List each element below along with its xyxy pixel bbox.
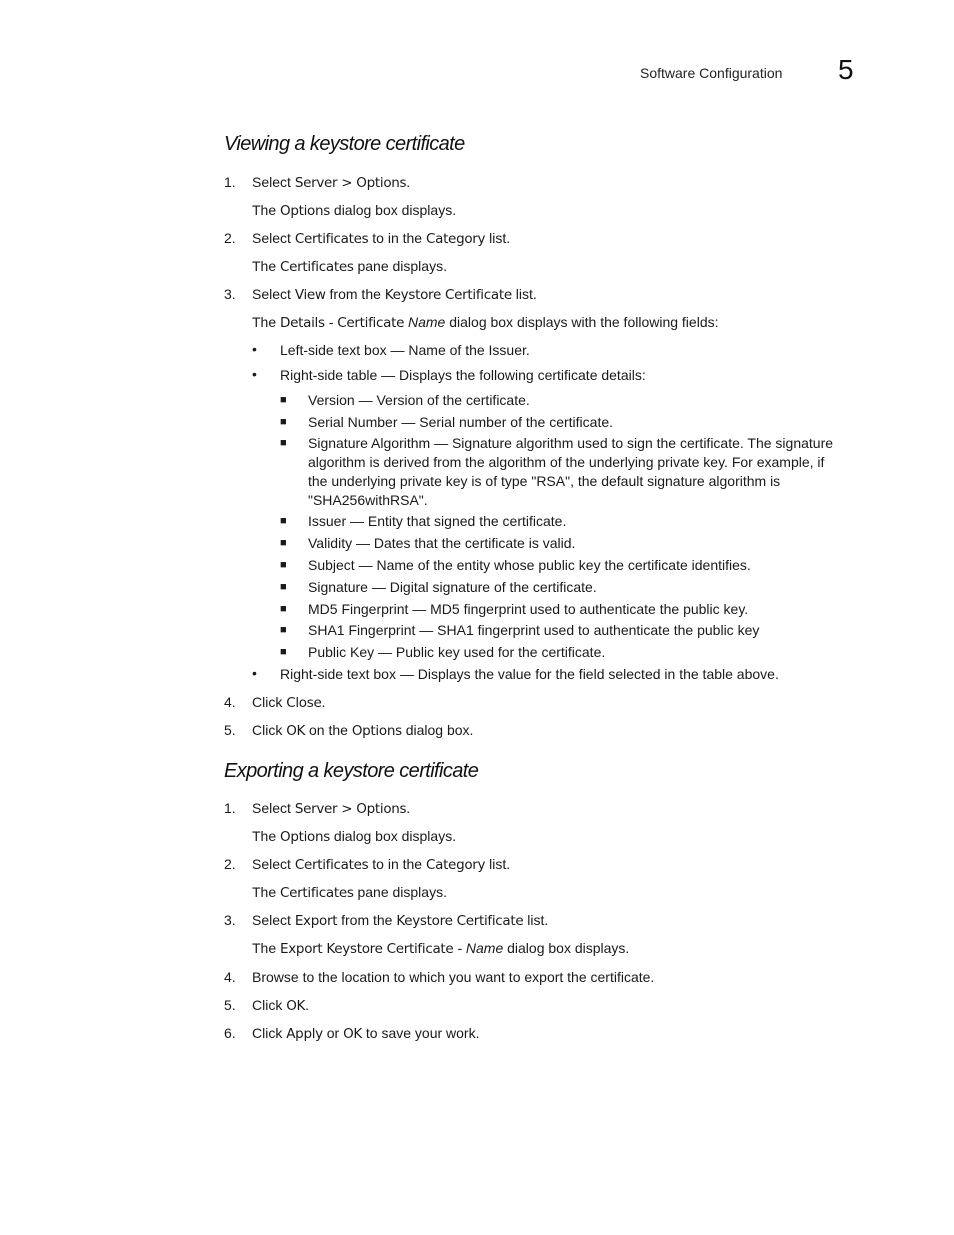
sub-item-text: Issuer — Entity that signed the certificate.	[308, 513, 567, 529]
sub-item-line: the underlying private key is of type "RSA", the default signature algorithm is	[308, 473, 781, 489]
square-bullet-icon: ■	[280, 537, 287, 549]
step-number: 6.	[224, 1025, 236, 1041]
ui-term: Server > Options	[294, 801, 407, 817]
italic-term: - Name	[453, 940, 504, 956]
para-text: pane displays.	[353, 258, 447, 274]
ui-term: View	[294, 287, 326, 303]
ui-term: Server > Options	[294, 175, 407, 191]
step-text: .	[406, 800, 411, 816]
section-heading-viewing: Viewing a keystore certificate	[224, 133, 465, 155]
square-bullet-icon: ■	[280, 624, 287, 636]
para-text: The	[252, 314, 281, 330]
step-number: 5.	[224, 722, 236, 738]
view-step-2-result	[252, 257, 447, 277]
para-text: The	[252, 828, 281, 844]
sub-item-text: MD5 Fingerprint — MD5 fingerprint used to authenticate the public key.	[308, 601, 749, 617]
step-text: to save your work.	[361, 1025, 480, 1041]
bullet-icon: •	[252, 665, 257, 681]
square-bullet-icon: ■	[280, 603, 287, 615]
export-step-1-result	[252, 827, 456, 847]
sub-item-text: SHA1 Fingerprint — SHA1 fingerprint used to authenticate the public key	[308, 622, 760, 638]
export-step-3-result	[252, 939, 629, 959]
ui-term: OK	[286, 998, 306, 1014]
step-text: Click	[252, 722, 287, 738]
para-text: dialog box displays.	[330, 828, 457, 844]
step-text: Click	[252, 997, 287, 1013]
italic-term: Name	[404, 314, 446, 330]
ui-term: Apply	[286, 1026, 323, 1042]
bullet-icon: •	[252, 366, 257, 382]
step-text: from the	[325, 286, 385, 302]
square-bullet-icon: ■	[280, 416, 287, 428]
para-text: The	[252, 202, 281, 218]
ui-term: Certificates	[280, 259, 354, 275]
step-text: Click	[252, 1025, 287, 1041]
step-text: from the	[337, 912, 397, 928]
step-text: or	[322, 1025, 344, 1041]
sub-item-text: Signature — Digital signature of the certificate.	[308, 579, 597, 595]
step-text: Select	[252, 230, 295, 246]
sub-item-line: "SHA256withRSA".	[308, 492, 428, 508]
sub-item-text: Version — Version of the certificate.	[308, 392, 530, 408]
sub-item-text: Serial Number — Serial number of the certificate.	[308, 414, 614, 430]
square-bullet-icon: ■	[280, 394, 287, 406]
step-number: 3.	[224, 912, 236, 928]
step-number: 5.	[224, 997, 236, 1013]
para-text: The	[252, 258, 281, 274]
para-text: The	[252, 884, 281, 900]
step-number: 3.	[224, 286, 236, 302]
ui-term: Certificates	[294, 857, 369, 873]
para-text: dialog box displays with the following fields:	[445, 314, 719, 330]
step-number: 1.	[224, 800, 236, 816]
step-text: .	[406, 174, 411, 190]
step-text: Select	[252, 856, 295, 872]
sub-item-text	[308, 434, 864, 510]
step-number: 4.	[224, 969, 236, 985]
ui-term: Certificates	[280, 885, 354, 901]
ui-term: Category	[425, 231, 486, 247]
export-step-2-result	[252, 883, 447, 903]
bullet-text: Left-side text box — Name of the Issuer.	[280, 342, 530, 358]
step-number: 2.	[224, 856, 236, 872]
para-text: dialog box displays.	[503, 940, 630, 956]
square-bullet-icon: ■	[280, 437, 287, 449]
ui-term: Options	[280, 203, 331, 219]
step-text: on the	[305, 722, 352, 738]
sub-item-text: Subject — Name of the entity whose public key the certificate identifies.	[308, 557, 751, 573]
view-step-3-result	[252, 313, 719, 333]
sub-item-line: Signature Algorithm — Signature algorithm used to sign the certificate. The signature	[308, 435, 834, 451]
bullet-text: Right-side table — Displays the following certificate details:	[280, 367, 646, 383]
ui-term: Details - Certificate	[280, 315, 405, 331]
ui-term: OK	[286, 723, 306, 739]
para-text: The	[252, 940, 281, 956]
para-text: pane displays.	[353, 884, 447, 900]
step-text: to in the	[368, 230, 426, 246]
section-heading-exporting: Exporting a keystore certificate	[224, 760, 479, 782]
square-bullet-icon: ■	[280, 646, 287, 658]
step-number: 2.	[224, 230, 236, 246]
step-text: list.	[485, 230, 511, 246]
sub-item-text: Public Key — Public key used for the certificate.	[308, 644, 606, 660]
step-text: list.	[511, 286, 537, 302]
ui-term: Options	[280, 829, 331, 845]
step-text: Select	[252, 286, 295, 302]
step-text: list.	[485, 856, 511, 872]
ui-term: Certificates	[294, 231, 369, 247]
bullet-text: Right-side text box — Displays the value for the field selected in the table above.	[280, 666, 779, 682]
square-bullet-icon: ■	[280, 559, 287, 571]
sub-item-line: algorithm is derived from the algorithm of the underlying private key. For example, if	[308, 454, 825, 470]
step-text: .	[321, 694, 326, 710]
step-number: 1.	[224, 174, 236, 190]
bullet-icon: •	[252, 341, 257, 357]
step-text: .	[305, 997, 310, 1013]
step-text: list.	[523, 912, 549, 928]
step-text: dialog box.	[401, 722, 474, 738]
step-text: Click	[252, 694, 287, 710]
step-text: Select	[252, 174, 295, 190]
ui-term: Export Keystore Certificate	[280, 941, 454, 957]
step-text: to in the	[368, 856, 426, 872]
para-text: dialog box displays.	[330, 202, 457, 218]
view-step-1-result	[252, 201, 456, 221]
chapter-number: 5	[838, 54, 854, 85]
ui-term: OK	[343, 1026, 362, 1042]
ui-term: Keystore Certificate	[384, 287, 512, 303]
running-header-title: Software Configuration	[640, 65, 783, 81]
step-number: 4.	[224, 694, 236, 710]
square-bullet-icon: ■	[280, 581, 287, 593]
step-text: Select	[252, 912, 295, 928]
step-text: Select	[252, 800, 295, 816]
step-text: Browse to the location to which you want to export the certificate.	[252, 969, 655, 985]
ui-term: Options	[351, 723, 402, 739]
ui-term: Keystore Certificate	[396, 913, 524, 929]
ui-term: Close	[286, 695, 322, 711]
sub-item-text: Validity — Dates that the certificate is valid.	[308, 535, 576, 551]
ui-term: Category	[425, 857, 486, 873]
square-bullet-icon: ■	[280, 515, 287, 527]
ui-term: Export	[294, 913, 338, 929]
